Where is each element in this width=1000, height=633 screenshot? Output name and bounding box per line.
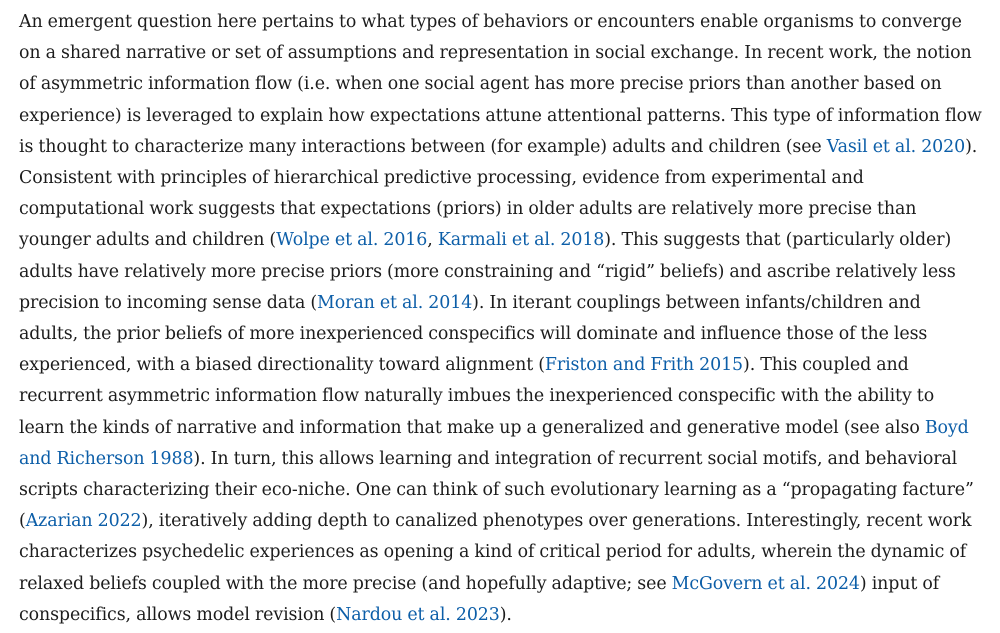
citation-link-azarian-2022[interactable]: Azarian 2022 — [25, 511, 142, 532]
paragraph-text: ). In iterant couplings between infants/children and adults, the prior beliefs of more inexperienced conspecifics will dominate and influence those of the less experienced, with a biased directionality toward alignment ( — [19, 292, 928, 376]
citation-link-boyd-richerson-1988[interactable]: Boyd and Richerson 1988 — [19, 417, 969, 469]
citation-link-vasil-2020[interactable]: Vasil et al. 2020 — [826, 136, 966, 157]
paragraph-text: ). This coupled and recurrent asymmetric information flow naturally imbues the inexperienced conspecific with the ability to learn the kinds of narrative and information that make up a generalized and generative model (see also — [19, 355, 935, 438]
paragraph-text: ). In turn, this allows learning and integration of recurrent social motifs, and behavioral scripts characterizing their eco-niche. One can think of such evolutionary learning as a “propagating facture” ( — [19, 448, 974, 532]
citation-link-nardou-2023[interactable]: Nardou et al. 2023 — [336, 604, 500, 625]
paragraph-text: ). — [499, 604, 512, 625]
paragraph-text: An emergent question here pertains to what types of behaviors or encounters enable organisms to converge on a shared narrative or set of assumptions and representation in social exchange. In recent work, the notion of asymmetric information flow (i.e. when one social agent has more precise priors than another based on experience) is leveraged to explain how expectations attune attentional patterns. This type of information flow is thought to characterize many interactions between (for example) adults and children (see — [19, 12, 982, 157]
citation-link-friston-frith-2015[interactable]: Friston and Frith 2015 — [544, 355, 744, 376]
body-paragraph — [19, 7, 984, 631]
paragraph-text: ) input of conspecifics, allows model revision ( — [19, 573, 940, 625]
citation-link-mcgovern-2024[interactable]: McGovern et al. 2024 — [671, 573, 860, 594]
paragraph-text: ), iteratively adding depth to canalized phenotypes over generations. Interestingly, recent work characterizes psychedelic experiences as opening a kind of critical period for adults, wherein the dynamic of relaxed beliefs coupled with the more precise (and hopefully adaptive; see — [19, 511, 972, 594]
citation-separator: , — [427, 230, 438, 251]
paragraph-text: ). This suggests that (particularly older) adults have relatively more precise priors (more constraining and “rigid” beliefs) and ascribe relatively less precision to incoming sense data ( — [19, 230, 956, 313]
citation-link-moran-2014[interactable]: Moran et al. 2014 — [317, 292, 473, 313]
paragraph-text: ). Consistent with principles of hierarchical predictive processing, evidence from experimental and computational work suggests that expectations (priors) in older adults are relatively more precise than younger adults and children ( — [19, 136, 978, 251]
citation-link-karmali-2018[interactable]: Karmali et al. 2018 — [437, 230, 605, 251]
citation-link-wolpe-2016[interactable]: Wolpe et al. 2016 — [276, 230, 428, 251]
